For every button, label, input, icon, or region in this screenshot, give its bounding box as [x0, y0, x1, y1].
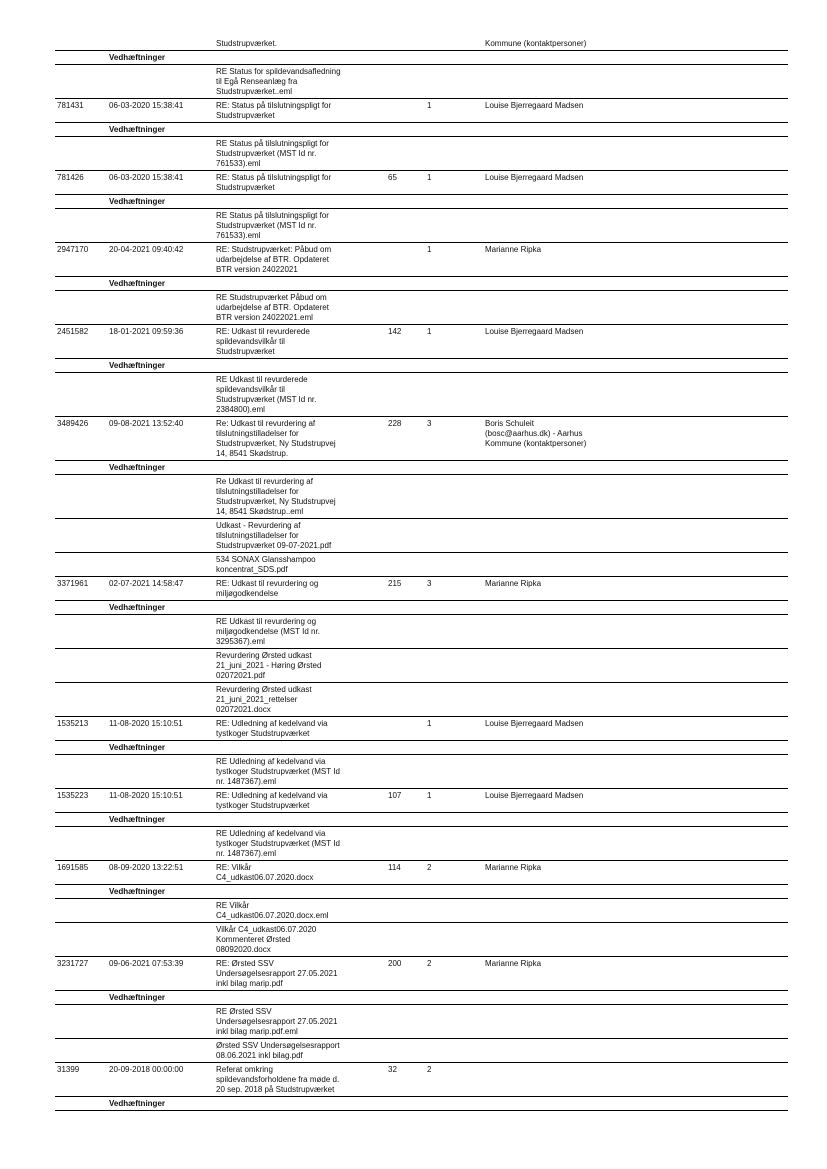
record-id: 2947170	[57, 245, 89, 254]
attachments-label-row	[55, 277, 788, 291]
text-line: RE Status for spildevandsafledning	[216, 67, 341, 76]
attachments-label-row	[55, 885, 788, 899]
record-count: 1	[427, 719, 432, 728]
text-line: 20 sep. 2018 på Studstrupværket	[216, 1085, 335, 1094]
record-date: 09-08-2021 13:52:40	[109, 419, 184, 428]
attachments-label: Vedhæftninger	[109, 1099, 166, 1108]
text-line: Undersøgelsesrapport 27.05.2021	[216, 1017, 338, 1026]
record-pages: 114	[388, 863, 401, 872]
text-line: Re: Udkast til revurdering af	[216, 419, 316, 428]
text-line: Marianne Ripka	[485, 245, 542, 254]
attachments-label-row	[55, 813, 788, 827]
text-line: Marianne Ripka	[485, 579, 542, 588]
text-line: RE Udkast til revurderede	[216, 375, 308, 384]
text-line: Studstrupværket, Ny Studstrupvej	[216, 439, 336, 448]
attachment-row	[55, 827, 788, 861]
record-row	[55, 243, 788, 277]
text-line: tilslutningstilladelser for	[216, 487, 299, 496]
attachment-title	[216, 67, 368, 97]
text-line: 08092020.docx	[216, 945, 271, 954]
attachments-label-row	[55, 123, 788, 137]
text-line: miljøgodkendelse	[216, 589, 279, 598]
record-pages: 142	[388, 327, 402, 336]
record-count: 1	[427, 327, 432, 336]
attachment-title	[216, 477, 368, 517]
record-id: 3231727	[57, 959, 89, 968]
record-party	[485, 959, 635, 969]
text-line: Studstrupværket 09-07-2021.pdf	[216, 541, 332, 550]
record-pages: 200	[388, 959, 402, 968]
text-line: RE Studstrupværket Påbud om	[216, 293, 327, 302]
text-line: Referat omkring	[216, 1065, 273, 1074]
text-line: RE Ørsted SSV	[216, 1007, 272, 1016]
text-line: spildevandsvilkår til	[216, 337, 285, 346]
attachment-title	[216, 1041, 368, 1061]
text-line: Louise Bjerregaard Madsen	[485, 791, 584, 800]
record-date: 11-08-2020 15:10:51	[109, 791, 183, 800]
attachment-title	[216, 901, 368, 921]
text-line: RE: Vilkår	[216, 863, 252, 872]
attachment-row	[55, 291, 788, 325]
text-line: RE: Udkast til revurdering og	[216, 579, 319, 588]
text-line: Vilkår C4_udkast06.07.2020	[216, 925, 317, 934]
record-count: 1	[427, 173, 432, 182]
record-party	[485, 39, 635, 49]
attachment-row	[55, 519, 788, 553]
record-party	[485, 863, 635, 873]
attachments-label-row	[55, 1097, 788, 1111]
record-party	[485, 327, 635, 337]
record-party	[485, 579, 635, 589]
text-line: tilslutningstilladelser for	[216, 531, 299, 540]
attachment-row	[55, 649, 788, 683]
text-line: Undersøgelsesrapport 27.05.2021	[216, 969, 338, 978]
record-id: 781426	[57, 173, 84, 182]
text-line: RE Vilkår	[216, 901, 250, 910]
text-line: koncentrat_SDS.pdf	[216, 565, 288, 574]
attachment-title	[216, 685, 368, 715]
attachments-label: Vedhæftninger	[109, 53, 166, 62]
text-line: udarbejdelse af BTR. Opdateret	[216, 303, 329, 312]
text-line: RE: Status på tilslutningspligt for	[216, 101, 332, 110]
record-row	[55, 417, 788, 461]
record-title	[216, 719, 368, 739]
text-line: 02072021.docx	[216, 705, 271, 714]
record-count: 1	[427, 245, 432, 254]
attachment-row	[55, 475, 788, 519]
record-row	[55, 99, 788, 123]
record-count: 1	[427, 791, 432, 800]
record-title	[216, 419, 368, 459]
attachment-row	[55, 65, 788, 99]
record-row	[55, 957, 788, 991]
text-line: 3295367).eml	[216, 637, 265, 646]
text-line: Boris Schuleit	[485, 419, 534, 428]
text-line: RE: Udkast til revurderede	[216, 327, 310, 336]
text-line: inkl bilag marip.pdf	[216, 979, 283, 988]
attachments-label: Vedhæftninger	[109, 279, 166, 288]
record-date: 20-04-2021 09:40:42	[109, 245, 184, 254]
attachment-row	[55, 137, 788, 171]
text-line: Kommenteret Ørsted	[216, 935, 291, 944]
record-title	[216, 863, 368, 883]
text-line: inkl bilag marip.pdf.eml	[216, 1027, 298, 1036]
record-pages: 228	[388, 419, 402, 428]
record-count: 2	[427, 959, 432, 968]
record-title	[216, 173, 368, 193]
text-line: tystkoger Studstrupværket	[216, 801, 310, 810]
text-line: 761533).eml	[216, 159, 261, 168]
text-line: Kommune (kontaktpersoner)	[485, 439, 587, 448]
attachment-title	[216, 651, 368, 681]
text-line: Studstrupværket	[216, 111, 275, 120]
document-table	[55, 37, 788, 1111]
attachment-row	[55, 373, 788, 417]
attachments-label: Vedhæftninger	[109, 887, 166, 896]
record-row	[55, 577, 788, 601]
text-line: RE: Studstrupværket: Påbud om	[216, 245, 332, 254]
attachment-title	[216, 829, 368, 859]
attachment-title	[216, 555, 368, 575]
attachment-title	[216, 139, 368, 169]
text-line: tystkoger Studstrupværket	[216, 729, 310, 738]
record-date: 18-01-2021 09:59:36	[109, 327, 184, 336]
record-party	[485, 419, 635, 449]
record-title	[216, 579, 368, 599]
text-line: Ørsted SSV Undersøgelsesrapport	[216, 1041, 340, 1050]
attachment-title	[216, 375, 368, 415]
attachments-label: Vedhæftninger	[109, 743, 166, 752]
text-line: Studstrupværket, Ny Studstrupvej	[216, 497, 336, 506]
record-row	[55, 171, 788, 195]
text-line: Studstrupværket (MST Id nr.	[216, 149, 317, 158]
record-id: 1691585	[57, 863, 89, 872]
attachment-row	[55, 1039, 788, 1063]
text-line: 21_juni_2021_rettelser	[216, 695, 298, 704]
attachment-row	[55, 683, 788, 717]
record-id: 31399	[57, 1065, 80, 1074]
record-date: 06-03-2020 15:38:41	[109, 101, 184, 110]
text-line: tystkoger Studstrupværket (MST Id	[216, 839, 340, 848]
record-title	[216, 327, 368, 357]
record-pages: 32	[388, 1065, 397, 1074]
attachments-label: Vedhæftninger	[109, 463, 166, 472]
attachments-label-row	[55, 741, 788, 755]
record-id: 3371961	[57, 579, 89, 588]
record-date: 06-03-2020 15:38:41	[109, 173, 184, 182]
attachments-label-row	[55, 601, 788, 615]
text-line: RE Status på tilslutningspligt for	[216, 211, 329, 220]
text-line: RE Status på tilslutningspligt for	[216, 139, 329, 148]
record-row	[55, 861, 788, 885]
attachment-title	[216, 521, 368, 551]
text-line: nr. 1487367).eml	[216, 777, 277, 786]
record-title	[216, 245, 368, 275]
text-line: RE: Udledning af kedelvand via	[216, 719, 328, 728]
text-line: 08.06.2021 inkl bilag.pdf	[216, 1051, 303, 1060]
text-line: RE Udkast til revurdering og	[216, 617, 317, 626]
text-line: spildevandsvilkår til	[216, 385, 285, 394]
text-line: Studstrupværket	[216, 183, 275, 192]
record-row	[55, 325, 788, 359]
text-line: 02072021.pdf	[216, 671, 265, 680]
text-line: udarbejdelse af BTR. Opdateret	[216, 255, 329, 264]
record-row	[55, 37, 788, 51]
record-row	[55, 717, 788, 741]
text-line: C4_udkast06.07.2020.docx.eml	[216, 911, 329, 920]
record-id: 3489426	[57, 419, 89, 428]
record-party	[485, 791, 635, 801]
record-title	[216, 101, 368, 121]
record-date: 02-07-2021 14:58:47	[109, 579, 184, 588]
record-party	[485, 719, 635, 729]
record-pages: 65	[388, 173, 397, 182]
text-line: Revurdering Ørsted udkast	[216, 685, 312, 694]
record-party	[485, 245, 635, 255]
attachments-label: Vedhæftninger	[109, 993, 166, 1002]
text-line: Louise Bjerregaard Madsen	[485, 327, 584, 336]
record-party	[485, 173, 635, 183]
attachment-row	[55, 209, 788, 243]
attachment-row	[55, 615, 788, 649]
text-line: 21_juni_2021 - Høring Ørsted	[216, 661, 322, 670]
record-row	[55, 1063, 788, 1097]
text-line: Studstrupværket	[216, 347, 275, 356]
text-line: 761533).eml	[216, 231, 261, 240]
text-line: 14, 8541 Skødstrup..eml	[216, 507, 304, 516]
record-title	[216, 959, 368, 989]
text-line: Kommune (kontaktpersoner)	[485, 39, 587, 48]
record-title	[216, 791, 368, 811]
attachments-label-row	[55, 51, 788, 65]
record-date: 08-09-2020 13:22:51	[109, 863, 184, 872]
attachments-label: Vedhæftninger	[109, 815, 166, 824]
text-line: til Egå Renseanlæg fra	[216, 77, 298, 86]
record-id: 781431	[57, 101, 84, 110]
attachment-title	[216, 617, 368, 647]
record-date: 20-09-2018 00:00:00	[109, 1065, 184, 1074]
attachments-label: Vedhæftninger	[109, 603, 166, 612]
text-line: (bosc@aarhus.dk) - Aarhus	[485, 429, 583, 438]
record-date: 11-08-2020 15:10:51	[109, 719, 183, 728]
text-line: Louise Bjerregaard Madsen	[485, 173, 584, 182]
text-line: RE Udledning af kedelvand via	[216, 757, 326, 766]
attachment-row	[55, 899, 788, 923]
text-line: Louise Bjerregaard Madsen	[485, 719, 584, 728]
record-pages: 215	[388, 579, 402, 588]
record-id: 1535223	[57, 791, 89, 800]
record-date: 09-06-2021 07:53:39	[109, 959, 184, 968]
text-line: C4_udkast06.07.2020.docx	[216, 873, 314, 882]
text-line: Studstrupværket..eml	[216, 87, 293, 96]
text-line: 14, 8541 Skødstrup.	[216, 449, 289, 458]
text-line: Studstrupværket (MST Id nr.	[216, 221, 317, 230]
record-count: 2	[427, 1065, 432, 1074]
text-line: nr. 1487367).eml	[216, 849, 277, 858]
record-id: 2451582	[57, 327, 89, 336]
record-title	[216, 39, 368, 49]
attachment-title	[216, 211, 368, 241]
record-count: 3	[427, 579, 432, 588]
text-line: Revurdering Ørsted udkast	[216, 651, 312, 660]
attachments-label-row	[55, 991, 788, 1005]
text-line: miljøgodkendelse (MST Id nr.	[216, 627, 320, 636]
attachments-label-row	[55, 461, 788, 475]
attachments-label: Vedhæftninger	[109, 125, 166, 134]
text-line: Udkast - Revurdering af	[216, 521, 301, 530]
text-line: RE: Status på tilslutningspligt for	[216, 173, 332, 182]
attachment-title	[216, 1007, 368, 1037]
text-line: RE Udledning af kedelvand via	[216, 829, 326, 838]
record-count: 1	[427, 101, 432, 110]
attachment-title	[216, 925, 368, 955]
text-line: Studstrupværket (MST Id nr.	[216, 395, 317, 404]
text-line: BTR version 24022021.eml	[216, 313, 313, 322]
text-line: Louise Bjerregaard Madsen	[485, 101, 584, 110]
attachment-row	[55, 755, 788, 789]
attachments-label: Vedhæftninger	[109, 197, 166, 206]
attachment-row	[55, 553, 788, 577]
record-row	[55, 789, 788, 813]
text-line: 534 SONAX Glansshampoo	[216, 555, 316, 564]
text-line: tilslutningstilladelser for	[216, 429, 299, 438]
attachment-row	[55, 923, 788, 957]
text-line: BTR version 24022021	[216, 265, 298, 274]
attachment-title	[216, 757, 368, 787]
attachment-title	[216, 293, 368, 323]
attachments-label-row	[55, 359, 788, 373]
text-line: 2384800).eml	[216, 405, 265, 414]
text-line: Studstrupværket.	[216, 39, 277, 48]
text-line: Marianne Ripka	[485, 863, 542, 872]
text-line: RE: Ørsted SSV	[216, 959, 274, 968]
record-pages: 107	[388, 791, 402, 800]
attachments-label: Vedhæftninger	[109, 361, 166, 370]
record-title	[216, 1065, 368, 1095]
text-line: spildevandsforholdene fra møde d.	[216, 1075, 340, 1084]
record-count: 2	[427, 863, 432, 872]
record-count: 3	[427, 419, 432, 428]
text-line: Marianne Ripka	[485, 959, 542, 968]
text-line: tystkoger Studstrupværket (MST Id	[216, 767, 340, 776]
text-line: RE: Udledning af kedelvand via	[216, 791, 328, 800]
record-party	[485, 101, 635, 111]
attachments-label-row	[55, 195, 788, 209]
text-line: Re Udkast til revurdering af	[216, 477, 313, 486]
record-id: 1535213	[57, 719, 89, 728]
attachment-row	[55, 1005, 788, 1039]
